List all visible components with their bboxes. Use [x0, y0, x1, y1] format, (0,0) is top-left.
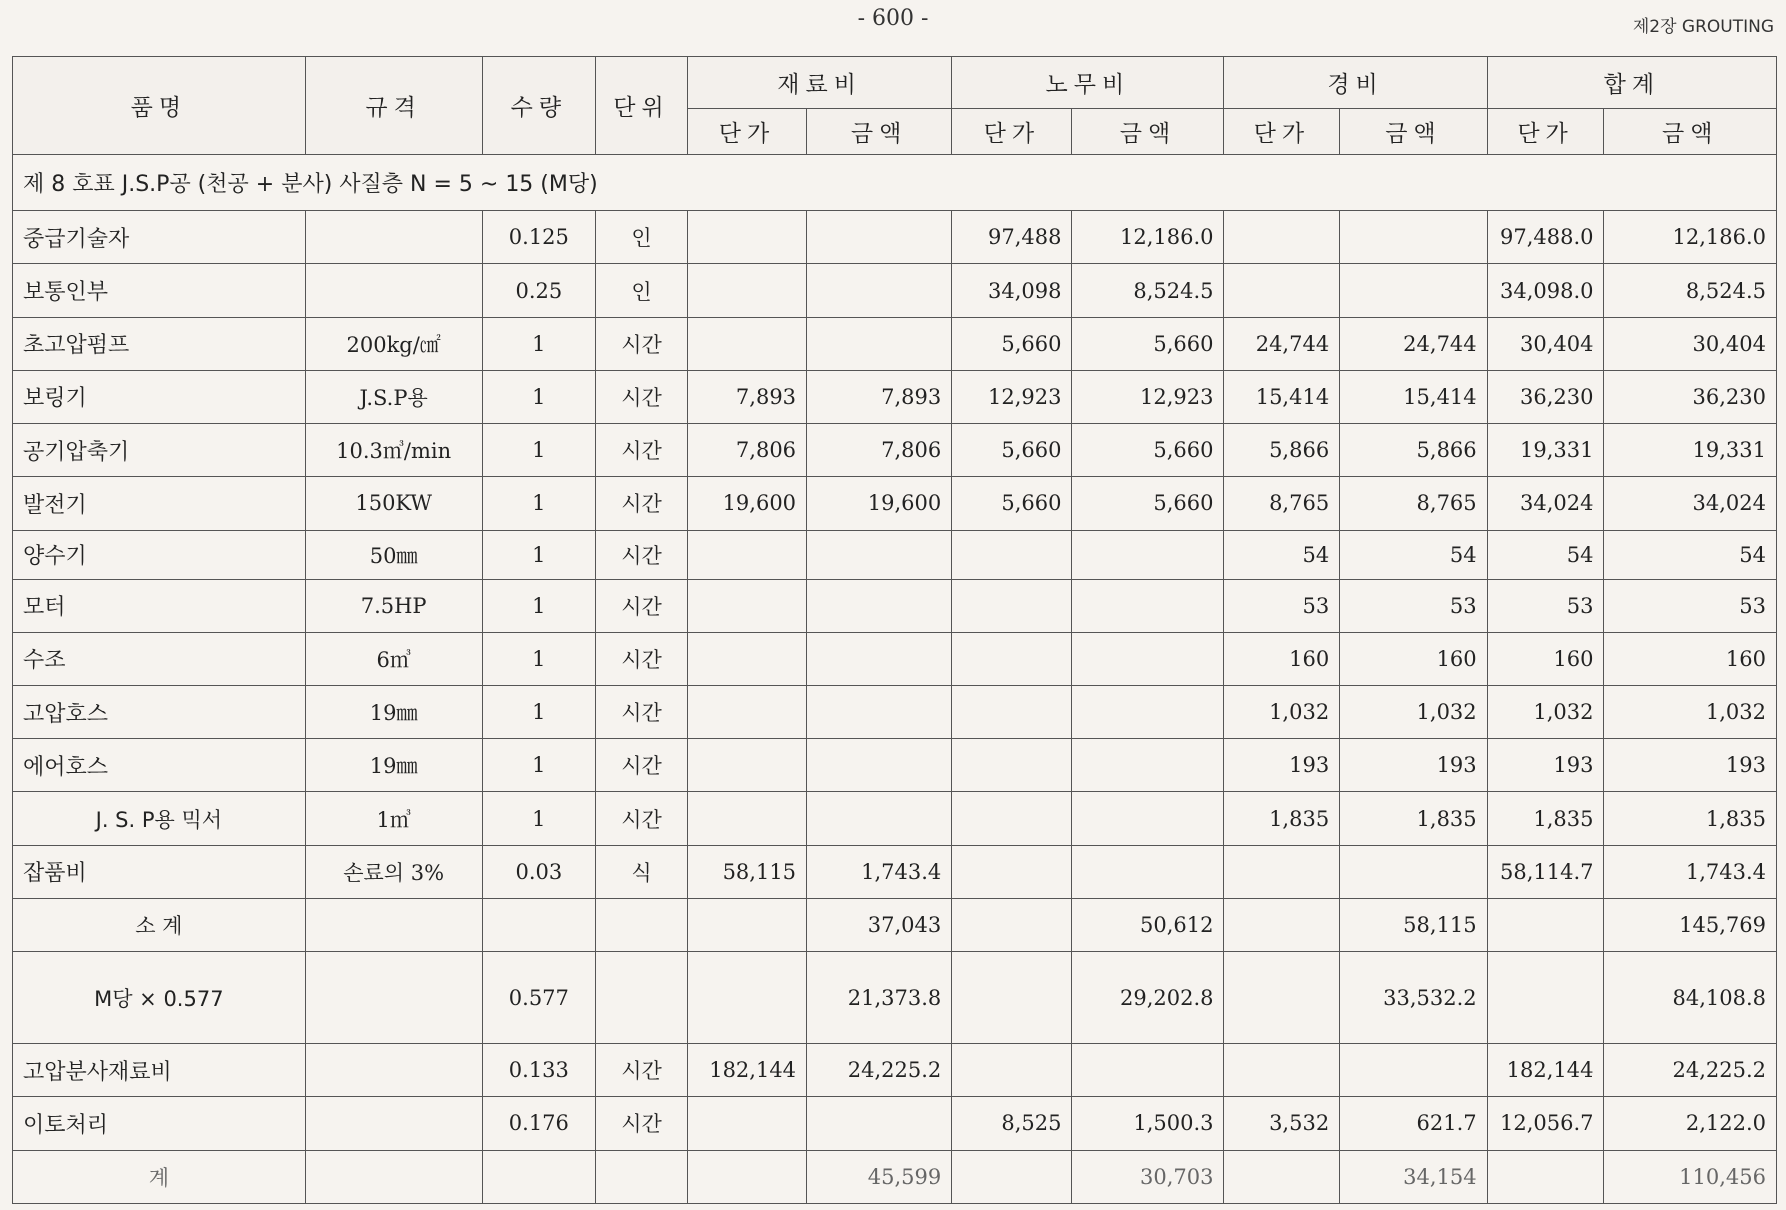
- header-unit-price: 단가: [1224, 109, 1340, 155]
- item-unit: 시간: [596, 424, 688, 477]
- item-unit: 시간: [596, 477, 688, 530]
- labor-unit-price: [952, 792, 1072, 845]
- expense-amount: [1340, 211, 1487, 264]
- table-row: [13, 686, 1777, 739]
- header-amount: 금액: [1340, 109, 1487, 155]
- table-row: [13, 739, 1777, 792]
- labor-amount: 30,703: [1072, 1150, 1224, 1203]
- total-amount: 36,230: [1604, 370, 1777, 423]
- expense-unit-price: [1224, 1044, 1340, 1097]
- total-amount: 19,331: [1604, 424, 1777, 477]
- material-amount: 19,600: [807, 477, 952, 530]
- total-amount: 1,835: [1604, 792, 1777, 845]
- header-spec: 규격: [305, 57, 482, 155]
- expense-unit-price: 3,532: [1224, 1097, 1340, 1150]
- item-spec: 6㎥: [305, 632, 482, 685]
- total-unit-price: 53: [1487, 579, 1604, 632]
- expense-amount: [1340, 845, 1487, 898]
- table-row: [13, 845, 1777, 898]
- per-meter-row: [13, 952, 1777, 1044]
- header-material: 재료비: [687, 57, 951, 109]
- material-amount: [807, 792, 952, 845]
- labor-amount: 12,923: [1072, 370, 1224, 423]
- header-qty: 수량: [482, 57, 595, 155]
- item-unit: 식: [596, 845, 688, 898]
- total-unit-price: 160: [1487, 632, 1604, 685]
- subtotal-label: 소 계: [13, 898, 306, 951]
- total-amount: 53: [1604, 579, 1777, 632]
- item-unit: 시간: [596, 632, 688, 685]
- material-amount: 7,806: [807, 424, 952, 477]
- labor-amount: [1072, 739, 1224, 792]
- header-row-1: [13, 57, 1777, 109]
- expense-unit-price: 160: [1224, 632, 1340, 685]
- material-unit-price: [687, 792, 806, 845]
- item-spec: 19㎜: [305, 686, 482, 739]
- total-amount: 2,122.0: [1604, 1097, 1777, 1150]
- expense-unit-price: [1224, 211, 1340, 264]
- expense-unit-price: 54: [1224, 530, 1340, 579]
- total-unit-price: 1,032: [1487, 686, 1604, 739]
- total-amount: 30,404: [1604, 317, 1777, 370]
- item-unit: 시간: [596, 370, 688, 423]
- material-unit-price: [687, 530, 806, 579]
- material-unit-price: 58,115: [687, 845, 806, 898]
- blank-cell: [952, 1150, 1072, 1203]
- item-qty: 1: [482, 370, 595, 423]
- item-unit: 시간: [596, 1044, 688, 1097]
- material-unit-price: [687, 579, 806, 632]
- expense-amount: 54: [1340, 530, 1487, 579]
- total-unit-price: 34,024: [1487, 477, 1604, 530]
- labor-amount: 5,660: [1072, 424, 1224, 477]
- grand-total-label: 계: [13, 1150, 306, 1203]
- blank-cell: [1224, 952, 1340, 1044]
- item-qty: 1: [482, 579, 595, 632]
- item-spec: 7.5HP: [305, 579, 482, 632]
- header-total: 합계: [1487, 57, 1776, 109]
- subtotal-row: [13, 898, 1777, 951]
- item-spec: 200kg/㎠: [305, 317, 482, 370]
- item-spec: 손료의 3%: [305, 845, 482, 898]
- labor-unit-price: 5,660: [952, 424, 1072, 477]
- material-amount: [807, 579, 952, 632]
- labor-unit-price: [952, 686, 1072, 739]
- blank-cell: [305, 952, 482, 1044]
- labor-amount: 29,202.8: [1072, 952, 1224, 1044]
- material-amount: 1,743.4: [807, 845, 952, 898]
- total-unit-price: 58,114.7: [1487, 845, 1604, 898]
- header-unit-price: 단가: [952, 109, 1072, 155]
- material-unit-price: 182,144: [687, 1044, 806, 1097]
- item-name: 모터: [13, 579, 306, 632]
- item-name: 양수기: [13, 530, 306, 579]
- item-qty: 1: [482, 317, 595, 370]
- item-spec: 10.3㎥/min: [305, 424, 482, 477]
- expense-amount: 8,765: [1340, 477, 1487, 530]
- material-unit-price: [687, 739, 806, 792]
- total-unit-price: 1,835: [1487, 792, 1604, 845]
- expense-unit-price: 1,835: [1224, 792, 1340, 845]
- material-amount: [807, 211, 952, 264]
- item-name: 중급기술자: [13, 211, 306, 264]
- expense-unit-price: 1,032: [1224, 686, 1340, 739]
- blank-cell: [596, 898, 688, 951]
- item-spec: [305, 1044, 482, 1097]
- labor-amount: 5,660: [1072, 317, 1224, 370]
- item-name: 보통인부: [13, 264, 306, 317]
- material-unit-price: 7,806: [687, 424, 806, 477]
- item-name: 이토처리: [13, 1097, 306, 1150]
- item-spec: 19㎜: [305, 739, 482, 792]
- header-unit-price: 단가: [1487, 109, 1604, 155]
- total-amount: 160: [1604, 632, 1777, 685]
- labor-amount: 50,612: [1072, 898, 1224, 951]
- material-amount: [807, 1097, 952, 1150]
- expense-unit-price: 8,765: [1224, 477, 1340, 530]
- item-unit: 시간: [596, 792, 688, 845]
- labor-unit-price: 5,660: [952, 477, 1072, 530]
- section-row: [13, 155, 1777, 211]
- item-qty: 1: [482, 792, 595, 845]
- labor-unit-price: 12,923: [952, 370, 1072, 423]
- total-unit-price: 97,488.0: [1487, 211, 1604, 264]
- labor-unit-price: [952, 530, 1072, 579]
- labor-amount: [1072, 530, 1224, 579]
- expense-amount: 160: [1340, 632, 1487, 685]
- per-meter-qty: 0.577: [482, 952, 595, 1044]
- total-unit-price: 193: [1487, 739, 1604, 792]
- expense-unit-price: [1224, 264, 1340, 317]
- labor-unit-price: [952, 579, 1072, 632]
- table-row: [13, 370, 1777, 423]
- item-unit: 시간: [596, 317, 688, 370]
- expense-amount: 621.7: [1340, 1097, 1487, 1150]
- labor-amount: [1072, 1044, 1224, 1097]
- grand-total-row: [13, 1150, 1777, 1203]
- header-item: 품명: [13, 57, 306, 155]
- item-qty: 1: [482, 477, 595, 530]
- material-amount: 37,043: [807, 898, 952, 951]
- blank-cell: [305, 1150, 482, 1203]
- labor-amount: [1072, 792, 1224, 845]
- item-spec: J.S.P용: [305, 370, 482, 423]
- header-expense: 경비: [1224, 57, 1487, 109]
- section-title: 제 8 호표 J.S.P공 (천공 + 분사) 사질층 N = 5 ~ 15 (M당): [13, 155, 1777, 211]
- table-row: [13, 424, 1777, 477]
- item-spec: 1㎥: [305, 792, 482, 845]
- item-unit: 시간: [596, 1097, 688, 1150]
- labor-amount: [1072, 845, 1224, 898]
- blank-cell: [952, 898, 1072, 951]
- total-unit-price: 30,404: [1487, 317, 1604, 370]
- expense-amount: 33,532.2: [1340, 952, 1487, 1044]
- item-qty: 0.125: [482, 211, 595, 264]
- table-row: [13, 579, 1777, 632]
- labor-amount: [1072, 579, 1224, 632]
- table-row: [13, 632, 1777, 685]
- item-unit: 시간: [596, 686, 688, 739]
- item-spec: [305, 264, 482, 317]
- blank-cell: [1224, 898, 1340, 951]
- blank-cell: [687, 898, 806, 951]
- material-amount: [807, 686, 952, 739]
- expense-amount: 24,744: [1340, 317, 1487, 370]
- material-unit-price: [687, 686, 806, 739]
- expense-unit-price: 193: [1224, 739, 1340, 792]
- material-amount: [807, 530, 952, 579]
- table-row: [13, 317, 1777, 370]
- total-amount: 193: [1604, 739, 1777, 792]
- table-row: [13, 530, 1777, 579]
- item-name: 에어호스: [13, 739, 306, 792]
- item-qty: 0.03: [482, 845, 595, 898]
- expense-amount: 1,835: [1340, 792, 1487, 845]
- expense-unit-price: 15,414: [1224, 370, 1340, 423]
- item-spec: 150KW: [305, 477, 482, 530]
- total-amount: 1,743.4: [1604, 845, 1777, 898]
- labor-unit-price: 34,098: [952, 264, 1072, 317]
- expense-unit-price: 24,744: [1224, 317, 1340, 370]
- item-qty: 0.25: [482, 264, 595, 317]
- header-amount: 금액: [1072, 109, 1224, 155]
- expense-amount: 5,866: [1340, 424, 1487, 477]
- total-amount: 8,524.5: [1604, 264, 1777, 317]
- material-amount: 21,373.8: [807, 952, 952, 1044]
- material-amount: 7,893: [807, 370, 952, 423]
- item-qty: 1: [482, 530, 595, 579]
- page-number: - 600 -: [857, 6, 929, 31]
- labor-amount: 1,500.3: [1072, 1097, 1224, 1150]
- item-spec: [305, 1097, 482, 1150]
- table-row: [13, 477, 1777, 530]
- expense-amount: 15,414: [1340, 370, 1487, 423]
- item-name: 수조: [13, 632, 306, 685]
- expense-amount: 1,032: [1340, 686, 1487, 739]
- total-unit-price: 19,331: [1487, 424, 1604, 477]
- labor-amount: 5,660: [1072, 477, 1224, 530]
- blank-cell: [1487, 952, 1604, 1044]
- blank-cell: [596, 1150, 688, 1203]
- table-row: [13, 264, 1777, 317]
- material-amount: 24,225.2: [807, 1044, 952, 1097]
- material-amount: [807, 632, 952, 685]
- expense-unit-price: 53: [1224, 579, 1340, 632]
- total-unit-price: 54: [1487, 530, 1604, 579]
- total-amount: 24,225.2: [1604, 1044, 1777, 1097]
- total-unit-price: 34,098.0: [1487, 264, 1604, 317]
- blank-cell: [687, 952, 806, 1044]
- labor-amount: 12,186.0: [1072, 211, 1224, 264]
- item-qty: 0.133: [482, 1044, 595, 1097]
- expense-amount: 58,115: [1340, 898, 1487, 951]
- material-unit-price: 7,893: [687, 370, 806, 423]
- material-unit-price: [687, 211, 806, 264]
- item-spec: [305, 211, 482, 264]
- per-meter-label: M당 × 0.577: [13, 952, 306, 1044]
- total-amount: 84,108.8: [1604, 952, 1777, 1044]
- blank-cell: [482, 1150, 595, 1203]
- total-amount: 34,024: [1604, 477, 1777, 530]
- blank-cell: [1224, 1150, 1340, 1203]
- item-name: J. S. P용 믹서: [13, 792, 306, 845]
- table-row: [13, 792, 1777, 845]
- material-unit-price: [687, 264, 806, 317]
- material-amount: [807, 739, 952, 792]
- total-amount: 1,032: [1604, 686, 1777, 739]
- total-amount: 145,769: [1604, 898, 1777, 951]
- item-unit: 시간: [596, 579, 688, 632]
- material-amount: [807, 317, 952, 370]
- labor-amount: [1072, 632, 1224, 685]
- labor-unit-price: [952, 1044, 1072, 1097]
- material-amount: [807, 264, 952, 317]
- total-amount: 110,456: [1604, 1150, 1777, 1203]
- expense-amount: 34,154: [1340, 1150, 1487, 1203]
- item-qty: 1: [482, 424, 595, 477]
- labor-unit-price: 8,525: [952, 1097, 1072, 1150]
- total-amount: 54: [1604, 530, 1777, 579]
- header-unit: 단위: [596, 57, 688, 155]
- item-name: 발전기: [13, 477, 306, 530]
- unit-cost-table: [12, 56, 1777, 1204]
- table-row: [13, 211, 1777, 264]
- item-qty: 1: [482, 632, 595, 685]
- labor-amount: 8,524.5: [1072, 264, 1224, 317]
- total-unit-price: 12,056.7: [1487, 1097, 1604, 1150]
- total-unit-price: 182,144: [1487, 1044, 1604, 1097]
- table-row: [13, 1044, 1777, 1097]
- total-unit-price: 36,230: [1487, 370, 1604, 423]
- expense-amount: 53: [1340, 579, 1487, 632]
- blank-cell: [1487, 898, 1604, 951]
- material-unit-price: [687, 317, 806, 370]
- header-unit-price: 단가: [687, 109, 806, 155]
- material-unit-price: [687, 1097, 806, 1150]
- labor-unit-price: [952, 845, 1072, 898]
- item-name: 잡품비: [13, 845, 306, 898]
- header-labor: 노무비: [952, 57, 1224, 109]
- total-amount: 12,186.0: [1604, 211, 1777, 264]
- material-unit-price: [687, 632, 806, 685]
- labor-unit-price: 97,488: [952, 211, 1072, 264]
- item-name: 고압분사재료비: [13, 1044, 306, 1097]
- labor-unit-price: [952, 632, 1072, 685]
- chapter-label: 제2장 GROUTING: [1632, 17, 1774, 37]
- blank-cell: [952, 952, 1072, 1044]
- header-amount: 금액: [1604, 109, 1777, 155]
- table-row: [13, 1097, 1777, 1150]
- item-unit: 인: [596, 211, 688, 264]
- labor-amount: [1072, 686, 1224, 739]
- item-qty: 1: [482, 686, 595, 739]
- item-name: 초고압펌프: [13, 317, 306, 370]
- blank-cell: [596, 952, 688, 1044]
- expense-amount: [1340, 264, 1487, 317]
- expense-amount: [1340, 1044, 1487, 1097]
- item-name: 공기압축기: [13, 424, 306, 477]
- expense-unit-price: 5,866: [1224, 424, 1340, 477]
- item-name: 보링기: [13, 370, 306, 423]
- labor-unit-price: 5,660: [952, 317, 1072, 370]
- material-unit-price: 19,600: [687, 477, 806, 530]
- item-unit: 시간: [596, 530, 688, 579]
- expense-unit-price: [1224, 845, 1340, 898]
- blank-cell: [1487, 1150, 1604, 1203]
- item-spec: 50㎜: [305, 530, 482, 579]
- header-amount: 금액: [807, 109, 952, 155]
- labor-unit-price: [952, 739, 1072, 792]
- item-name: 고압호스: [13, 686, 306, 739]
- item-unit: 인: [596, 264, 688, 317]
- item-qty: 0.176: [482, 1097, 595, 1150]
- item-qty: 1: [482, 739, 595, 792]
- expense-amount: 193: [1340, 739, 1487, 792]
- material-amount: 45,599: [807, 1150, 952, 1203]
- blank-cell: [687, 1150, 806, 1203]
- item-unit: 시간: [596, 739, 688, 792]
- blank-cell: [482, 898, 595, 951]
- blank-cell: [305, 898, 482, 951]
